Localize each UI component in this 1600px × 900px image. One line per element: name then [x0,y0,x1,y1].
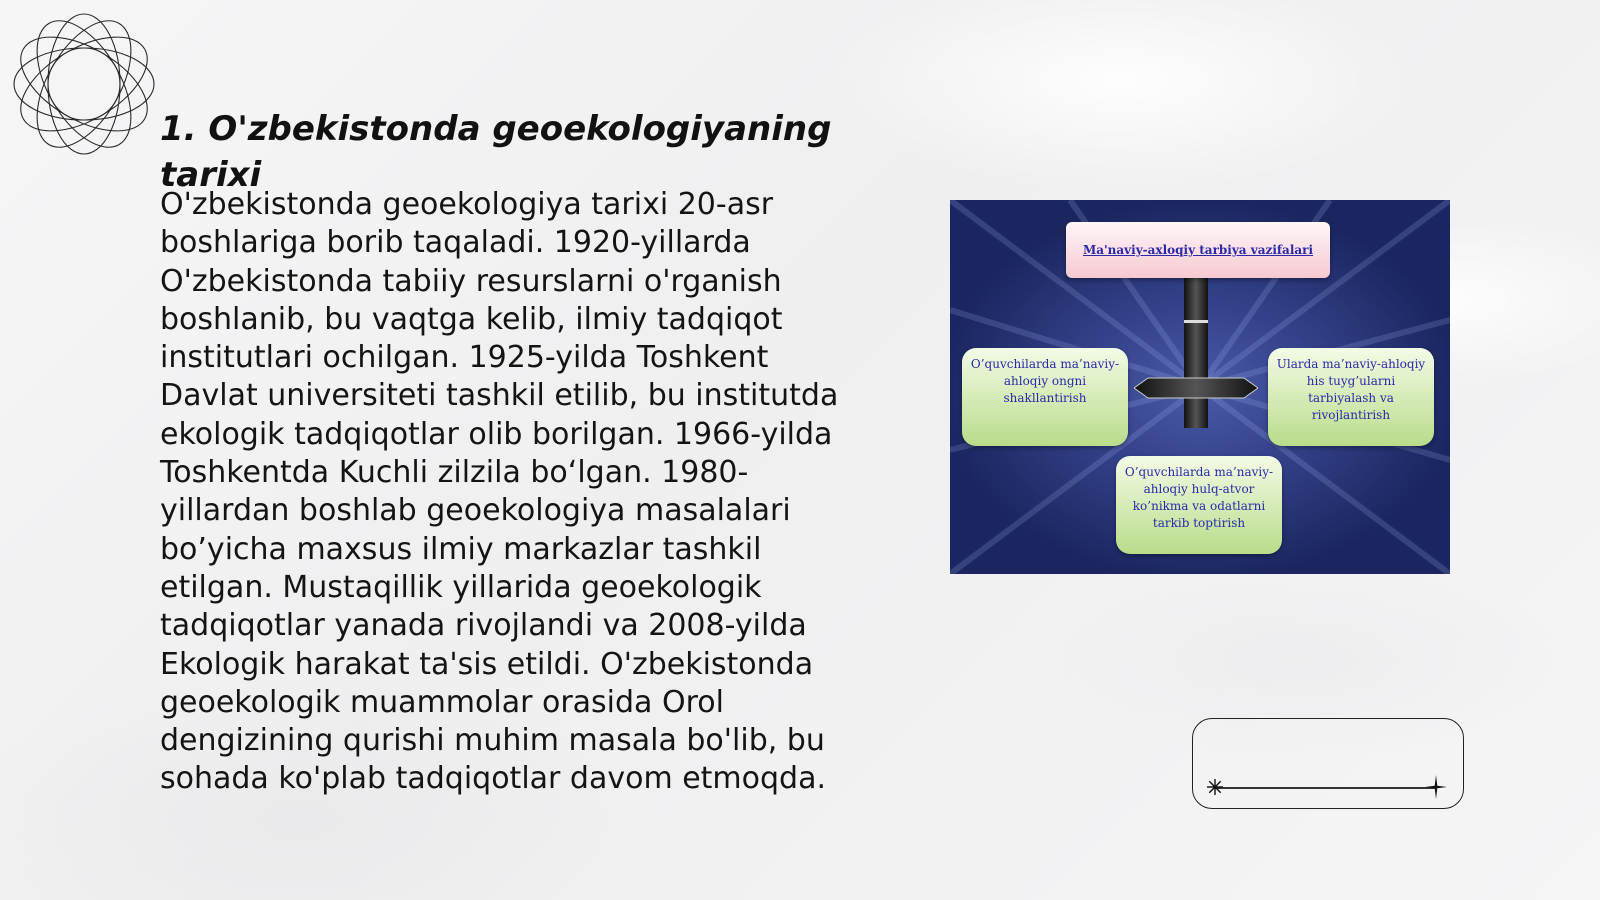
diagram-box-left-text: O’quvchilarda ma’naviy-ahloqiy ongni shakllantirish [970,357,1120,405]
diagram-image [950,200,1450,574]
slide-body-text: O'zbekistonda geoekologiya tarixi 20-asr boshlariga borib taqaladi. 1920-yillarda O'zbekistonda tabiiy resurslarni o'rganish boshlanib, bu vaqtga kelib, ilmiy tadqiqot institutlari ochilgan. 1925-yilda Toshkent Davlat universiteti tashkil etilib, bu institutda ekologik tadqiqotlar olib borilgan. 1966-yilda Toshkentda Kuchli zilzila bo‘lgan. 1980-yillardan boshlab geoekologiya masalalari bo’yicha maxsus ilmiy markazlar tashkil etilgan. Mustaqillik yillarida geoekologik tadqiqotlar yanada rivojlandi va 2008-yilda Ekologik harakat ta'sis etildi. O'zbekistonda geoekologik muammolar orasida Orol dengizining qurishi muhim masala bo'lib, bu sohada ko'plab tadqiqotlar davom etmoqda. [160,187,839,797]
diagram-box-bottom [1116,456,1282,554]
diagram-box-bottom-text: O’quvchilarda ma’naviy-ahloqiy hulq-atvor ko’nikma va odatlarni tarkib toptirish [1124,465,1274,530]
diagram-box-left [962,348,1128,446]
orbital-rings-icon [10,10,158,158]
diagram-connector [1134,278,1258,438]
sparkle-icon [1206,778,1224,796]
frame-line [1215,787,1435,789]
decorative-frame [1192,718,1464,809]
diagram-title-box [1066,222,1330,278]
slide-title: 1. O'zbekistonda geoekologiyaning tarixi [160,109,832,195]
four-point-star-icon [1425,775,1447,799]
diagram-box-right-text: Ularda ma’naviy-ahloqiy his tuyg’ularni tarbiyalash va rivojlantirish [1276,357,1426,422]
diagram-box-right [1268,348,1434,446]
diagram-title: Ma'naviy-axloqiy tarbiya vazifalari [1082,243,1314,257]
